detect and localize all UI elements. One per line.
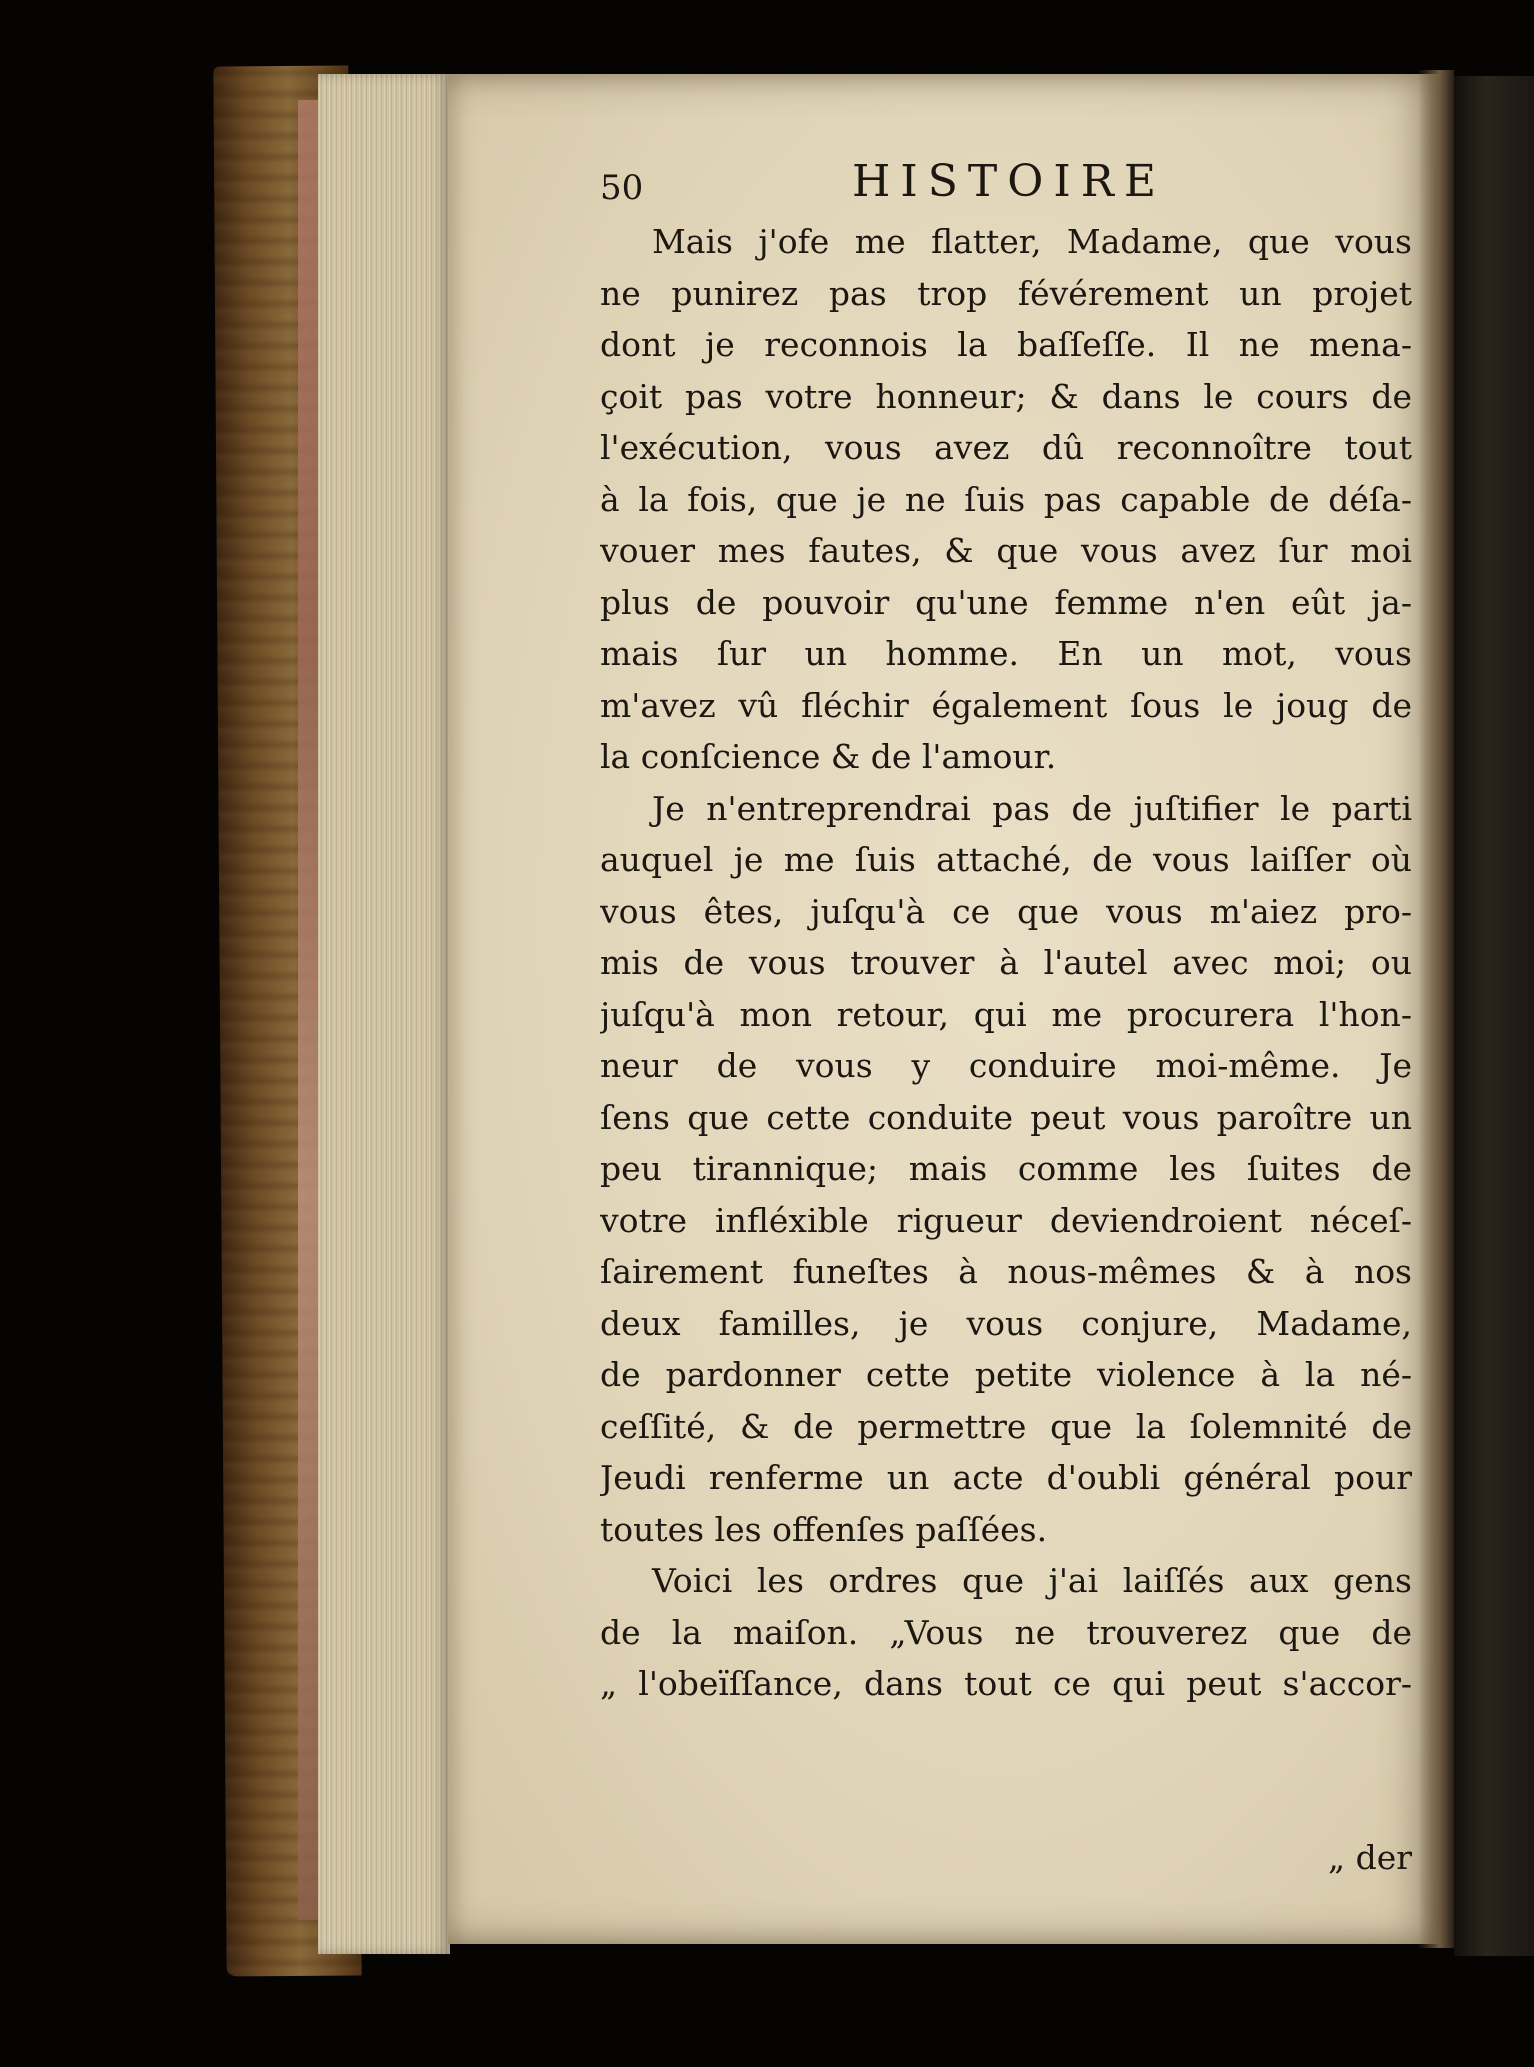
text-line: çoit pas votre honneur; & dans le cours de <box>600 376 1412 416</box>
text-line: de pardonner cette petite violence à la né- <box>600 1355 1412 1394</box>
text-line: Jeudi renferme un acte d'oubli général pour <box>600 1458 1412 1497</box>
text-line: neur de vous y conduire moi-même. Je <box>600 1046 1412 1085</box>
text-line: à la fois, que je ne ſuis pas capable de déſa- <box>600 479 1412 519</box>
text-line: toutes les offenſes paſſées. <box>600 1509 1048 1549</box>
text-line: de la maiſon. „Vous ne trouverez que de <box>600 1612 1412 1652</box>
page-text <box>600 150 1412 1877</box>
red-edge-gilding <box>298 100 320 1920</box>
text-line: auquel je me ſuis attaché, de vous laiſſer où <box>600 840 1412 879</box>
text-line: plus de pouvoir qu'une femme n'en eût ja- <box>600 582 1412 622</box>
text-line: Je n'entreprendrai pas de juſtifier le parti <box>652 788 1412 828</box>
text-line: la conſcience & de l'amour. <box>600 737 1057 776</box>
facing-page-edge <box>1454 76 1534 1956</box>
page-gutter-shadow <box>1418 70 1454 1948</box>
running-title: HISTOIRE <box>852 156 1166 207</box>
text-line: mais ſur un homme. En un mot, vous <box>600 634 1412 673</box>
catchword: „ der <box>1327 1838 1412 1877</box>
text-line: mis de vous trouver à l'autel avec moi; ou <box>600 943 1412 982</box>
text-line: ne punirez pas trop févérement un projet <box>600 273 1412 313</box>
page-edges <box>318 74 450 1954</box>
text-line: ceſſité, & de permettre que la ſolemnité de <box>600 1406 1412 1446</box>
text-line: deux familles, je vous conjure, Madame, <box>600 1303 1412 1343</box>
text-line: „ l'obeïſſance, dans tout ce qui peut s'accor- <box>600 1664 1412 1703</box>
text-line: l'exécution, vous avez dû reconnoître tout <box>600 428 1412 467</box>
text-line: Voici les ordres que j'ai laiſſés aux gens <box>652 1561 1412 1600</box>
text-line: dont je reconnois la baſſeſſe. Il ne mena- <box>600 325 1412 364</box>
text-line: vouer mes fautes, & que vous avez ſur moi <box>600 531 1412 570</box>
text-line: peu tirannique; mais comme les ſuites de <box>600 1149 1412 1188</box>
text-line: ſairement funeſtes à nous-mêmes & à nos <box>600 1252 1412 1291</box>
text-line: juſqu'à mon retour, qui me procurera l'hon- <box>600 994 1412 1034</box>
page-header <box>600 150 1412 216</box>
text-line: m'avez vû fléchir également ſous le joug de <box>600 685 1412 725</box>
text-line: votre infléxible rigueur deviendroient néceſ- <box>600 1200 1412 1240</box>
text-line: Mais j'ofe me flatter, Madame, que vous <box>652 222 1412 261</box>
text-line: ſens que cette conduite peut vous paroître un <box>600 1097 1412 1137</box>
text-line: vous êtes, juſqu'à ce que vous m'aiez pro- <box>600 891 1412 931</box>
page-number: 50 <box>600 168 644 208</box>
